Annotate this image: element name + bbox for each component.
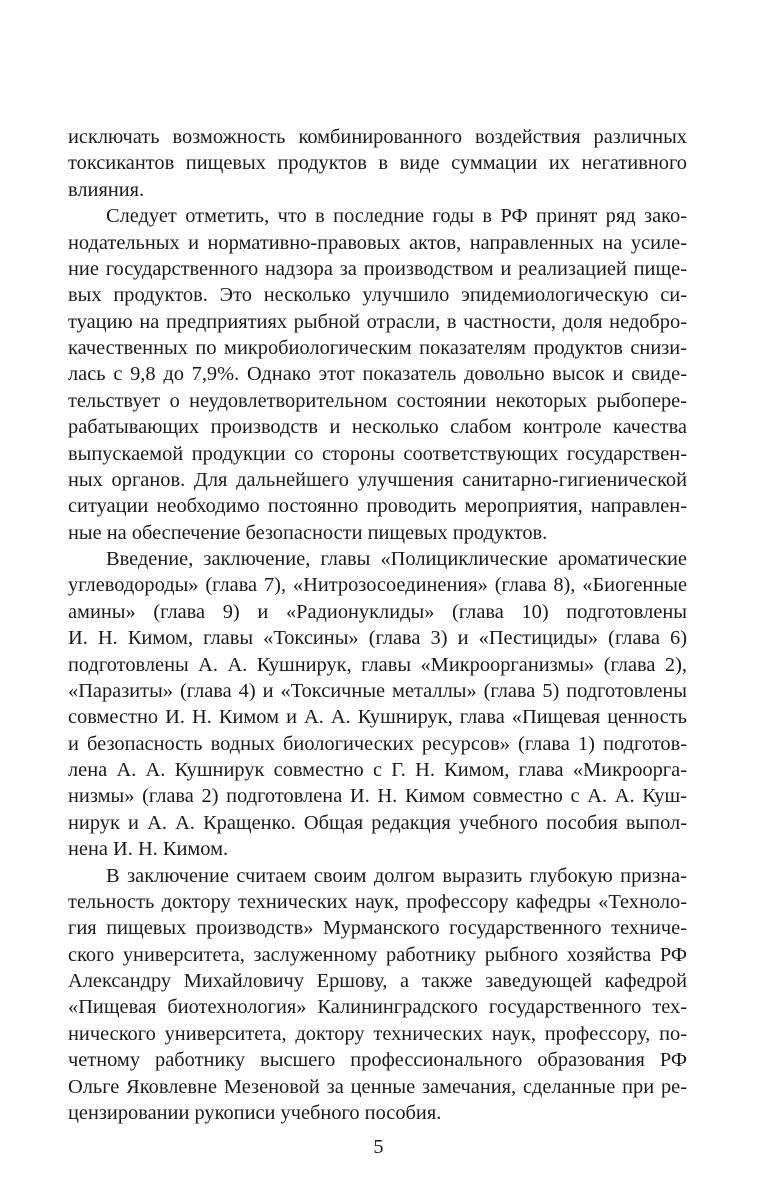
text-line: нодательных и нормативно-правовых актов, направленных на усиле- [68,232,687,254]
text-line: туацию на предприятиях рыбной отрасли, в частности, доля недобро- [68,311,687,333]
text-line: качественных по микробиологическим показателям продуктов снизи- [68,337,687,359]
text-line: Ольге Яковлевне Мезеновой за ценные замечания, сделанные при ре- [68,1076,687,1098]
text-line: совместно И. Н. Кимом и А. А. Кушнирук, глава «Пищевая ценность [68,706,687,728]
page-number: 5 [373,1136,384,1158]
text-line: амины» (глава 9) и «Радионуклиды» (глава 10) подготовлены [68,601,687,623]
text-line: тельность доктору технических наук, профессору кафедры «Техноло- [68,891,687,913]
text-line: рабатывающих производств и несколько слабом контроле качества [68,416,687,438]
text-line: низмы» (глава 2) подготовлена И. Н. Кимом совместно с А. А. Куш- [68,785,687,807]
text-line: подготовлены А. А. Кушнирук, главы «Микроорганизмы» (глава 2), [68,654,687,676]
text-line: выпускаемой продукции со стороны соответствующих государствен- [68,443,687,465]
text-line: ского университета, заслуженному работнику рыбного хозяйства РФ [68,944,687,966]
text-line: исключать возможность комбинированного воздействия различных [68,126,687,148]
text-line: нического университета, доктору технических наук, профессору, по- [68,1023,687,1045]
text-line: ные на обеспечение безопасности пищевых продуктов. [68,522,548,544]
text-line: углеводороды» (глава 7), «Нитрозосоединения» (глава 8), «Биогенные [68,574,687,596]
text-line: «Пищевая биотехнология» Калининградского государственного тех- [68,996,687,1018]
text-line: ние государственного надзора за производством и реализацией пище- [68,258,687,280]
text-line: Введение, заключение, главы «Полициклические ароматические [106,548,687,570]
text-line: токсикантов пищевых продуктов в виде суммации их негативного [68,152,687,174]
text-line: Следует отметить, что в последние годы в РФ принят ряд зако- [106,205,687,227]
text-line: Александру Михайловичу Ершову, а также заведующей кафедрой [68,970,687,992]
text-line: лась с 9,8 до 7,9%. Однако этот показатель довольно высок и свиде- [68,363,687,385]
text-line: тельствует о неудовлетворительном состоянии некоторых рыбопере- [68,390,687,412]
text-line: нирук и А. А. Кращенко. Общая редакция учебного пособия выпол- [68,812,687,834]
text-line: И. Н. Кимом, главы «Токсины» (глава 3) и «Пестициды» (глава 6) [68,627,687,649]
text-line: В заключение считаем своим долгом выразить глубокую призна- [106,865,687,887]
text-line: и безопасность водных биологических ресурсов» (глава 1) подготов- [68,733,687,755]
text-line: ситуации необходимо постоянно проводить мероприятия, направлен- [68,495,687,517]
text-line: влияния. [68,179,145,201]
text-line: нена И. Н. Кимом. [68,838,229,860]
text-line: четному работнику высшего профессионального образования РФ [68,1049,687,1071]
text-line: лена А. А. Кушнирук совместно с Г. Н. Кимом, глава «Микроорга- [68,759,687,781]
text-line: цензировании рукописи учебного пособия. [68,1102,442,1124]
text-line: гия пищевых производств» Мурманского государственного техниче- [68,917,687,939]
text-line: вых продуктов. Это несколько улучшило эпидемиологическую си- [68,284,687,306]
text-line: ных органов. Для дальнейшего улучшения санитарно-гигиенической [68,469,687,491]
text-line: «Паразиты» (глава 4) и «Токсичные металлы» (глава 5) подготовлены [68,680,687,702]
